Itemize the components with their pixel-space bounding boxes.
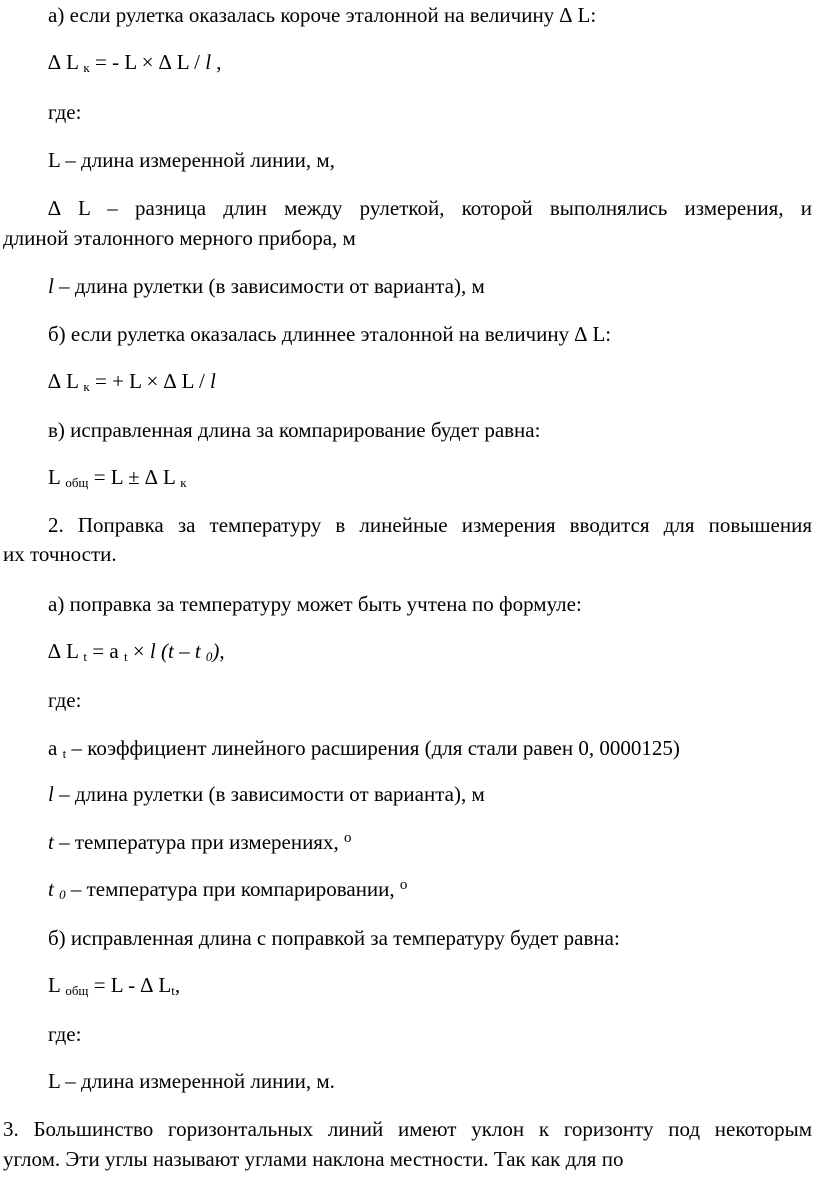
text-part: – длина рулетки (в зависимости от варианта), м [53,782,485,806]
text-line: углом. Эти углы называют углами наклона местности. Так как для по [3,1147,624,1171]
formula-part: , [211,50,222,74]
subscript: t [171,983,175,998]
subscript: к [83,379,90,394]
formula-part: , [219,639,225,663]
formula-part: = L ± ∆ L [88,465,181,489]
text-line: б) если рулетка оказалась длиннее эталонной на величину ∆ L: [48,322,612,346]
formula-line [48,973,180,997]
text-line: 3. Большинство горизонтальных линий имеют уклон к горизонту под некоторым [3,1117,812,1141]
formula-part: × [127,639,150,663]
formula-variable: t [48,830,54,854]
text-part: – длина рулетки (в зависимости от варианта), м [53,274,485,298]
text-part: a [48,736,63,760]
text-line: ∆ L – разница длин между рулеткой, которой выполнялись измерения, и [48,196,812,220]
formula-variable: l [48,782,54,806]
text-line: а) поправка за температуру может быть учтена по формуле: [48,592,582,616]
formula-variable: l [48,274,54,298]
subscript: t [62,746,67,761]
text-line [48,782,485,806]
degree-mark: о [343,830,352,846]
subscript: общ [65,983,89,998]
formula-part: = - L × ∆ L / [89,50,206,74]
text-line [48,830,351,854]
text-line: где: [48,688,82,712]
subscript: к [180,475,187,490]
text-line: 2. Поправка за температуру в линейные измерения вводится для повышения [48,513,812,537]
text-line: L – длина измеренной линии, м. [48,1069,335,1093]
formula-part: ∆ L [48,50,84,74]
subscript: общ [65,475,89,490]
formula-part: ∆ L [48,639,84,663]
text-line: б) исправленная длина с поправкой за температуру будет равна: [48,926,620,950]
text-part: – температура при компарировании, [65,877,400,901]
formula-line [48,639,225,663]
formula-line [48,50,222,74]
formula-variable: l [205,50,212,74]
subscript: 0 [59,887,66,902]
text-line: длиной эталонного мерного прибора, м [3,226,356,250]
text-line [48,274,485,298]
formula-part: = L - ∆ L [88,973,172,997]
degree-mark: о [399,877,408,893]
text-line: где: [48,100,82,124]
text-part: – коэффициент линейного расширения (для стали равен 0, 0000125) [66,736,680,760]
text-line: L – длина измеренной линии, м, [48,148,335,172]
formula-part: ∆ L [48,369,84,393]
formula-variable: l [210,369,216,393]
text-line [48,877,407,901]
formula-part: = a [87,639,124,663]
text-line: а) если рулетка оказалась короче эталонной на величину ∆ L: [48,3,597,27]
text-line: где: [48,1022,82,1046]
formula-part: = + L × ∆ L / [89,369,211,393]
formula-part: , [174,973,181,997]
text-line [48,736,680,760]
subscript: 0 [205,649,213,664]
formula-variable: ) [212,639,220,663]
formula-part: L [48,465,66,489]
formula-variable: l (t – t [149,639,206,663]
text-part: – температура при измерениях, [53,830,344,854]
text-line: в) исправленная длина за компарирование будет равна: [48,418,541,442]
subscript: t [123,649,128,664]
formula-part: L [48,973,66,997]
formula-variable: t [48,877,60,901]
formula-line [48,465,187,489]
formula-line [48,369,216,393]
text-line: их точности. [3,542,117,566]
subscript: t [83,649,88,664]
subscript: к [83,60,90,75]
